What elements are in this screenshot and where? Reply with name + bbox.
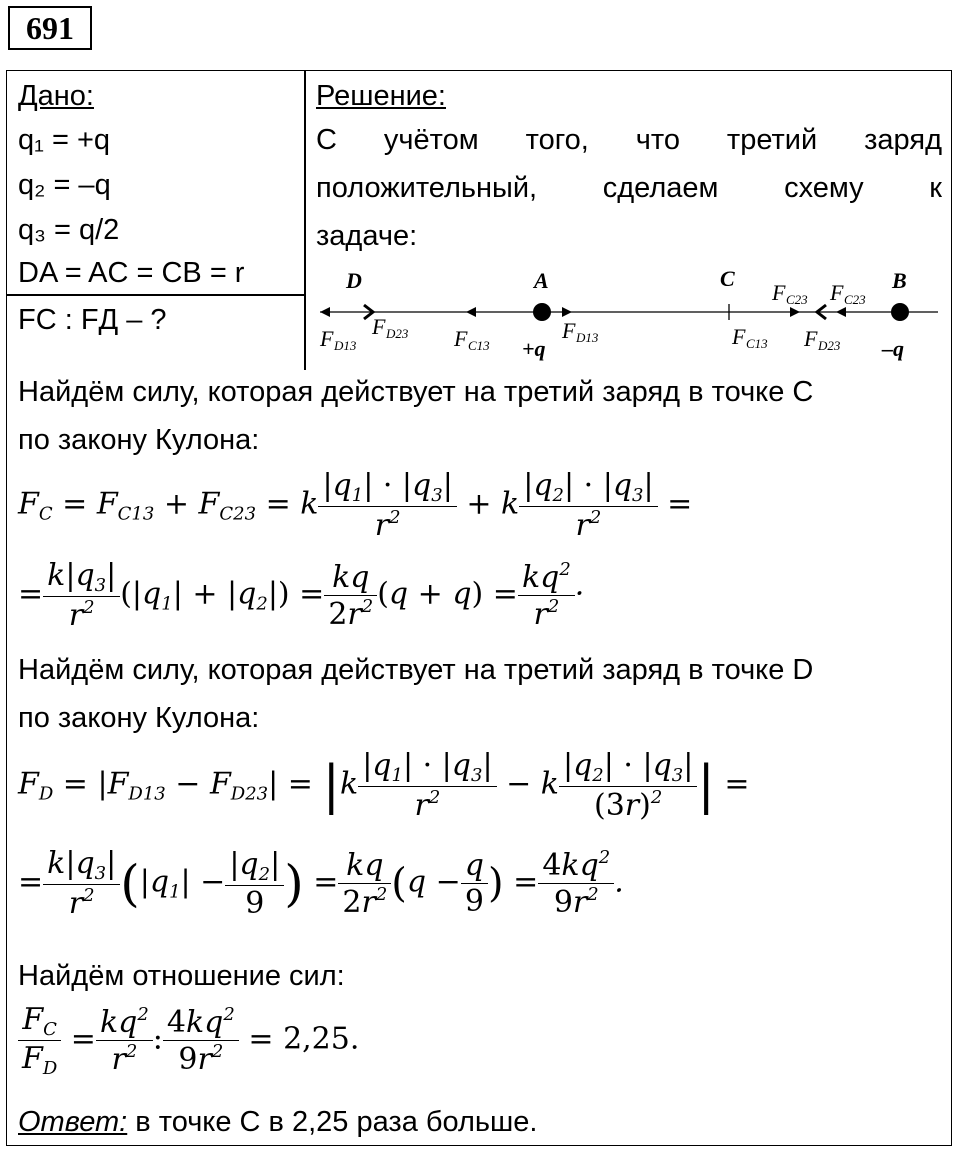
point-label-a: A [534, 268, 549, 293]
charge-b [891, 303, 909, 321]
svg-text:C23: C23 [844, 292, 866, 307]
given-title: Дано: [18, 80, 94, 112]
label-fd23-c: F [804, 326, 818, 351]
svg-text:C13: C13 [468, 338, 490, 353]
formula-fd-1: $F_D = |F_{D13} - F_{D23}| = |k$ $\frac{|q_1| \cdot |q_3|}{r^2}$ − k $\frac{|q_2| \cdot |q_3|}{(3r)^2}$ | = [18, 748, 750, 823]
text-ratio: Найдём отношение сил: [18, 960, 345, 992]
given-line: q₁ = +q [18, 124, 111, 156]
svg-text:D13: D13 [576, 330, 599, 345]
svg-text:D23: D23 [386, 326, 409, 341]
text-d2: по закону Кулона: [18, 702, 260, 734]
given-line: DA = AC = CB = r [18, 257, 245, 289]
charge-a [533, 303, 551, 321]
formula-ratio: $\frac{F_C}{F_D}$ = $\frac{kq^2}{r^2}$ : $\frac{4kq^2}{9r^2}$ = 2,25. [18, 1002, 359, 1079]
label-fc13-c: F [732, 324, 746, 349]
label-fd13: F [320, 326, 334, 351]
label-fc13: F [454, 326, 468, 351]
point-label-b: B [892, 268, 907, 293]
given-line: q₂ = –q [18, 169, 111, 201]
point-label-c: C [720, 266, 735, 291]
answer-label: Ответ: [18, 1106, 128, 1138]
ratio-value: 2,25. [283, 1021, 360, 1057]
text-d: Найдём силу, которая действует на третий заряд в точке D [18, 654, 814, 686]
charge-label-a: +q [522, 336, 546, 361]
label-fd13-a: F [562, 318, 576, 343]
point-label-d: D [346, 268, 362, 293]
text-c2: по закону Кулона: [18, 424, 260, 456]
formula-fc-2: = $\frac{k|q_3|}{r^2}$ $(|q_1| + |q_2|)$ = $\frac{kq}{2r^2}$ (q + q) = $\frac{kq^2}{r^2}$ · [18, 558, 585, 633]
intro-line: С учётом того, что третий заряд [316, 124, 942, 156]
formula-fd-2: = $\frac{k|q_3|}{r^2}$ ($|q_1|$ − $\frac{|q_2|}{9}$ ) = $\frac{kq}{2r^2}$ (q − $\frac{q}{9}$ ) = $\frac{4kq^2}{9r^2}$ . [18, 846, 624, 921]
text-c: Найдём силу, которая действует на третий заряд в точке С [18, 376, 814, 408]
given-divider [304, 70, 306, 370]
force-diagram [316, 262, 946, 366]
problem-number: 691 [8, 6, 92, 50]
find-line: FС : FД – ? [18, 304, 167, 336]
intro-line: задаче: [316, 220, 418, 252]
label-fd23: F [372, 314, 386, 339]
answer-text: в точке С в 2,25 раза больше. [127, 1106, 538, 1138]
svg-text:C13: C13 [746, 336, 768, 351]
svg-text:D13: D13 [334, 338, 357, 353]
label-fc23-b: F [830, 280, 844, 305]
svg-text:D23: D23 [818, 338, 841, 353]
answer [18, 1100, 537, 1144]
intro-line: положительный, сделаем схему к [316, 172, 942, 204]
svg-text:C23: C23 [786, 292, 808, 307]
formula-fc-1: $F_C = F_{C13} + F_{C23} = k$ $\frac{|q_1| \cdot |q_3|}{r^2}$ + k $\frac{|q_2| \cdot |q_3|}{r^2}$ = [18, 468, 693, 543]
solution-title: Решение: [316, 80, 446, 112]
charge-label-b: –q [882, 336, 904, 361]
label-fc23: F [772, 280, 786, 305]
given-line: q₃ = q/2 [18, 214, 120, 246]
